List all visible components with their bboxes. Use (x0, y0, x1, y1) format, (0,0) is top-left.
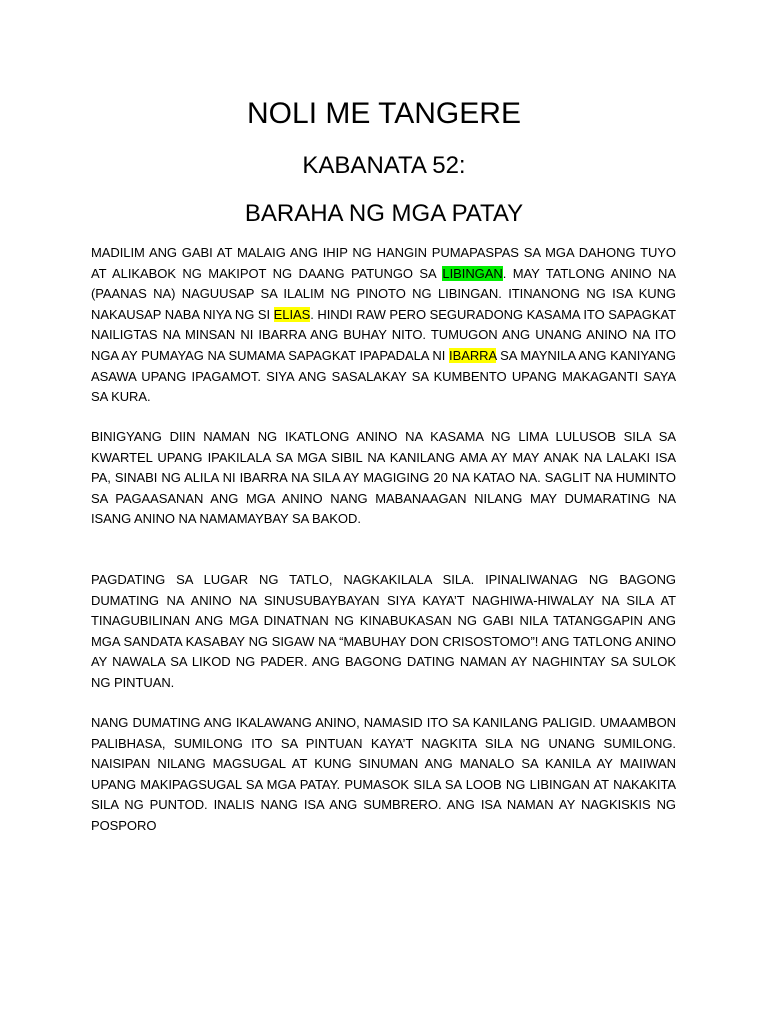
highlight-elias: ELIAS (273, 306, 311, 322)
paragraph-4: NANG DUMATING ANG IKALAWANG ANINO, NAMASID ITO SA KANILANG PALIGID. UMAAMBON PALIBHASA, SUMILONG ITO SA PINTUAN KAYA’T NAGKITA SILA NG UNANG SUMILONG. NAISIPAN NILANG MAGSUGAL AT KUNG SINUMAN ANG MANALO SA KANILA AY MAIIWAN UPANG MAKIPAGSUGAL SA MGA PATAY. PUMASOK SILA SA LOOB NG LIBINGAN AT NAKAKITA SILA NG PUNTOD. INALIS NANG ISA ANG SUMBRERO. ANG ISA NAMAN AY NAGKISKIS NG POSPORO (91, 715, 676, 833)
document-title: NOLI ME TANGERE (247, 97, 521, 130)
highlight-ibarra: IBARRA (449, 347, 497, 363)
highlight-libingan: LIBINGAN (442, 265, 503, 281)
chapter-subtitle: BARAHA NG MGA PATAY (244, 200, 524, 227)
paragraph-1-text-d: SA MAYNILA ANG KANIYANG ASAWA UPANG IPAGAMOT. SIYA ANG SASALAKAY SA KUMBENTO UPANG MAKAGANTI SAYA SA KURA. (91, 347, 676, 405)
paragraph-1-text-b: . MAY TATLONG ANINO NA (PAANAS NA) NAGUUSAP SA ILALIM NG PINOTO NG LIBINGAN. ITINANONG NG ISA KUNG NAKAUSAP NABA NIYA NG SI (91, 265, 676, 322)
paragraph-1 (91, 243, 676, 408)
paragraph-2: BINIGYANG DIIN NAMAN NG IKATLONG ANINO NA KASAMA NG LIMA LULUSOB SILA SA KWARTEL UPANG IPAKILALA SA MGA SIBIL NA KANILANG AMA AY MAY ANAK NA LALAKI ISA PA, SINABI NG ALILA NI IBARRA NA SILA AY MAGIGING 20 NA KATAO NA. SAGLIT NA HUMINTO SA PAGAASANAN ANG MGA ANINO NANG MABANAAGAN NILANG MAY DUMARATING NA ISANG ANINO NA NAMAMAYBAY SA BAKOD. (91, 429, 676, 527)
paragraph-1-text-a: MADILIM ANG GABI AT MALAIG ANG IHIP NG HANGIN PUMAPASPAS SA MGA DAHONG TUYO AT ALIKABOK NG MAKIPOT NG DAANG PATUNGO SA (91, 245, 676, 281)
paragraph-1-text-c: . HINDI RAW PERO SEGURADONG KASAMA ITO SAPAGKAT NAILIGTAS NA MINSAN NI IBARRA ANG BUHAY NITO. TUMUGON ANG UNANG ANINO NA ITO NGA AY PUMAYAG NA SUMAMA SAPAGKAT IPAPADALA NI (91, 306, 676, 363)
paragraph-3: PAGDATING SA LUGAR NG TATLO, NAGKAKILALA SILA. IPINALIWANAG NG BAGONG DUMATING NA ANINO NA SINUSUBAYBAYAN SIYA KAYA’T NAGHIWA-HIWALAY NA SILA AT TINAGUBILINAN ANG MGA DINATNAN NG KINABUKASAN NG GABI NILA TATANGGAPIN ANG MGA SANDATA KASABAY NG SIGAW NA “MABUHAY DON CRISOSTOMO”! ANG TATLONG ANINO AY NAWALA SA LIKOD NG PADER. ANG BAGONG DATING NAMAN AY NAGHINTAY SA SULOK NG PINTUAN. (91, 572, 676, 690)
chapter-heading: KABANATA 52: (302, 152, 466, 179)
